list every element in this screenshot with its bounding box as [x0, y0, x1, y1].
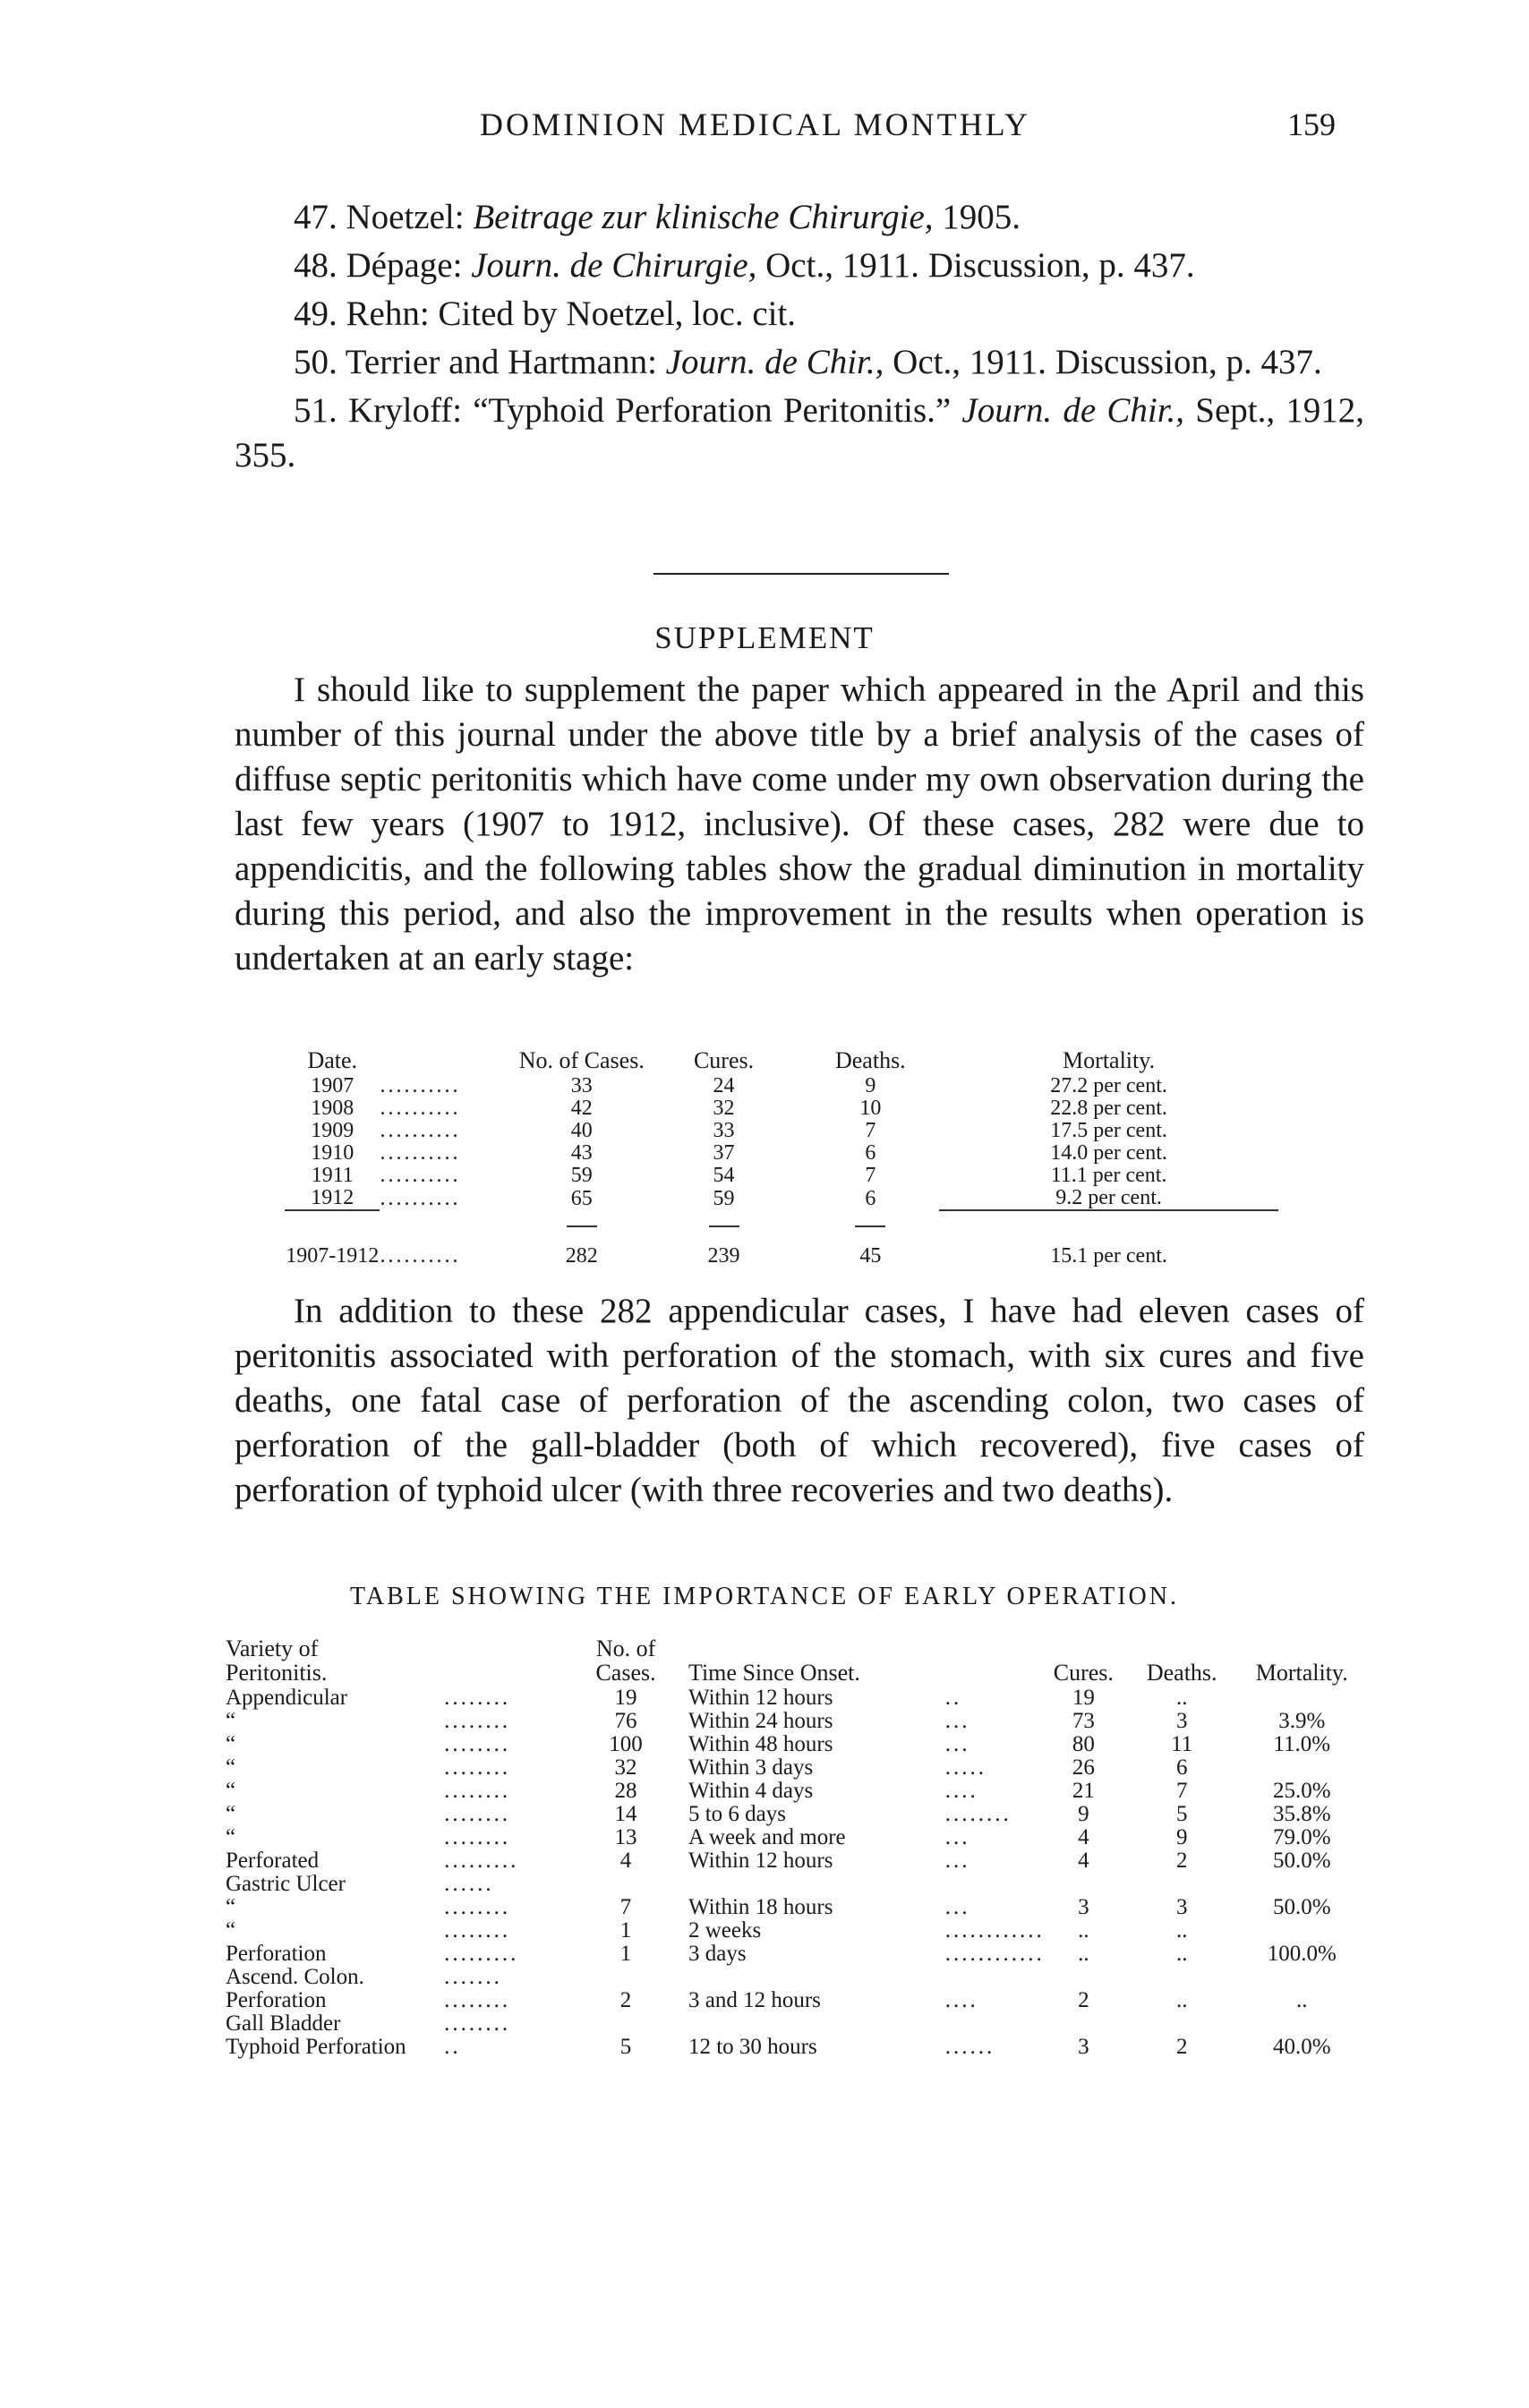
table-cell-cures: ..: [1078, 1942, 1089, 1966]
section-divider: [653, 573, 949, 575]
table-cell-cases: 1: [619, 1918, 632, 1943]
table-cell-cures: 80: [1072, 1732, 1095, 1756]
supplement-heading: SUPPLEMENT: [654, 620, 875, 655]
table-cell-variety: “: [226, 1732, 236, 1756]
table-cell-mortality: 79.0%: [1272, 1825, 1331, 1849]
table-cell-mortality: 50.0%: [1272, 1849, 1331, 1873]
table-cell-leader: .......: [444, 1965, 502, 1989]
column-header: Deaths.: [834, 1047, 906, 1073]
table-cell-time: Within 3 days: [688, 1755, 814, 1780]
table-cell-leader: ........: [444, 1918, 511, 1943]
table-cell-mortality: 100.0%: [1267, 1942, 1337, 1966]
table-cell-variety: Typhoid Perforation: [226, 2035, 406, 2059]
table-cell-time: 2 weeks: [688, 1918, 762, 1943]
column-header: No. of Cases.: [595, 1635, 656, 1686]
table-cell-leader: ........: [444, 1825, 511, 1849]
table-cell-time: [688, 1966, 945, 1989]
mortality-by-year-table: [285, 1049, 1278, 1268]
table-cell-time: 3 days: [688, 1942, 747, 1966]
table-cell-deaths: 2: [1175, 2035, 1188, 2059]
table-cell-tleader: ...: [944, 1709, 970, 1733]
table-cell-cures: 2: [1078, 1988, 1089, 2012]
table-cell-deaths: ..: [1175, 1918, 1188, 1943]
table-row: 1908 .......... 42 32 10 22.8 per cent.: [311, 1097, 1167, 1120]
table-cell-cases: 19: [614, 1686, 637, 1710]
running-title: DOMINION MEDICAL MONTHLY: [480, 107, 1031, 142]
table-cell-time: Within 12 hours: [688, 1686, 833, 1710]
table-cell-variety: Perforated: [226, 1849, 320, 1873]
table-cell-cures: 4: [1078, 1849, 1089, 1873]
table-row: [226, 1989, 1362, 2012]
table-cell-variety: “: [226, 1895, 236, 1919]
table-cell-mortality: [1241, 2012, 1362, 2036]
table-cell-tleader: ......: [944, 2035, 995, 2059]
table-cell-deaths: 3: [1175, 1895, 1188, 1919]
column-header: Mortality.: [1063, 1047, 1156, 1073]
table-cell-cures: 4: [1078, 1825, 1089, 1849]
table-cell-variety: Perforation: [226, 1988, 327, 2012]
column-header: No. of Cases.: [518, 1047, 645, 1073]
reference-item: 49. Rehn: Cited by Noetzel, loc. cit.: [294, 295, 797, 333]
column-header: Cures.: [693, 1047, 755, 1073]
table-cell-tleader: ...: [944, 1895, 970, 1919]
reference-list: [235, 195, 1364, 482]
table-cell-leader: ........: [444, 1779, 511, 1803]
column-header: Date.: [307, 1047, 358, 1073]
table-cell-cases: 5: [619, 2035, 632, 2059]
table-cell-mortality: 25.0%: [1272, 1779, 1331, 1803]
table-cell-time: Within 12 hours: [688, 1849, 833, 1873]
reference-item: 48. Dépage: Journ. de Chirurgie, Oct., 1911. Discussion, p. 437.: [294, 246, 1195, 285]
table-cell-cases: 13: [614, 1825, 637, 1849]
total-rule-row: [285, 1210, 1278, 1233]
table-cell-cases: 76: [614, 1709, 637, 1733]
table-header-row: [226, 1636, 1362, 1686]
table-cell-leader: ........: [444, 1895, 511, 1919]
table-row: [226, 1966, 1362, 1989]
table-cell-tleader: ....: [944, 1779, 978, 1803]
table-cell-mortality: [1241, 1686, 1362, 1710]
table-row: [226, 1733, 1362, 1756]
table-row: 1907 .......... 33 24 9 27.2 per cent.: [311, 1074, 1167, 1097]
table-cell-tleader: ...: [944, 1825, 970, 1849]
table-cell-time: [688, 1873, 945, 1896]
table-row: [226, 2012, 1362, 2036]
table-cell-cures: [1045, 2012, 1123, 2036]
table-cell-tleader: [945, 2012, 1045, 2036]
table-cell-tleader: [945, 1966, 1045, 1989]
table-cell-deaths: ..: [1175, 1942, 1188, 1966]
table-cell-mortality: 40.0%: [1272, 2035, 1331, 2059]
table-cell-leader: ........: [444, 1988, 511, 2012]
table-cell-tleader: ...: [944, 1732, 970, 1756]
table-cell-deaths: [1123, 2012, 1242, 2036]
table-cell-variety: Appendicular: [226, 1686, 348, 1710]
table-row: [226, 1710, 1362, 1733]
table-cell-tleader: ........: [944, 1802, 1012, 1826]
table-cell-tleader: ...: [944, 1849, 970, 1873]
table-cell-time: Within 24 hours: [688, 1709, 833, 1733]
table-cell-time: Within 18 hours: [688, 1895, 833, 1919]
table-row: [226, 1896, 1362, 1919]
table-cell-variety: “: [226, 1825, 236, 1849]
table-cell-mortality: ..: [1295, 1988, 1308, 2012]
table-cell-tleader: ............: [944, 1942, 1045, 1966]
table-cell-cases: 4: [619, 1849, 632, 1873]
table-cell-deaths: [1123, 1966, 1242, 1989]
table-cell-leader: ......: [444, 1872, 494, 1896]
table-cell-deaths: ..: [1175, 1686, 1188, 1710]
column-header: Mortality.: [1255, 1660, 1348, 1686]
table-cell-deaths: 9: [1175, 1825, 1188, 1849]
table-row: 1909 .......... 40 33 7 17.5 per cent.: [311, 1119, 1167, 1142]
table-cell-cures: 73: [1072, 1709, 1095, 1733]
table-cell-mortality: [1241, 1966, 1362, 1989]
table-body: [226, 1686, 1362, 2059]
table-row: [226, 1849, 1362, 1873]
table-cell-time: 5 to 6 days: [688, 1802, 787, 1826]
table-cell-tleader: ..: [944, 1686, 962, 1710]
table-cell-mortality: [1241, 1873, 1362, 1896]
table-cell-tleader: [945, 1873, 1045, 1896]
early-operation-table: [226, 1636, 1362, 2059]
table-cell-cases: 14: [614, 1802, 637, 1826]
additional-cases-paragraph: In addition to these 282 appendicular cases, I have had eleven cases of peritonitis associated with perforation of the stomach, with six cures and five deaths, one fatal case of perforation of the ascending colon, two cases of perforation of the gall-bladder (both of which recovered), five cases of perforation of typhoid ulcer (with three recoveries and two deaths).: [235, 1292, 1364, 1509]
table-cell-time: Within 48 hours: [688, 1732, 833, 1756]
table-cell-variety: Gall Bladder: [226, 2011, 341, 2036]
table-cell-leader: ..: [444, 2035, 461, 2059]
table-row: 1910 .......... 43 37 6 14.0 per cent.: [311, 1141, 1167, 1165]
table-cell-time: 12 to 30 hours: [688, 2035, 817, 2059]
table-cell-cures: ..: [1078, 1918, 1089, 1943]
table-row: [226, 1803, 1362, 1826]
table-cell-cases: 32: [614, 1755, 637, 1780]
table-cell-cures: 26: [1072, 1755, 1095, 1780]
column-header: Deaths.: [1146, 1660, 1217, 1686]
table-cell-cases: 100: [609, 1732, 643, 1756]
table-row: [226, 1826, 1362, 1849]
table-cell-cures: [1045, 1873, 1123, 1896]
table-cell-time: A week and more: [688, 1825, 846, 1849]
table-cell-leader: ........: [444, 1686, 511, 1710]
table-cell-cures: 3: [1078, 1895, 1089, 1919]
table-cell-cures: [1045, 1966, 1123, 1989]
column-header: Time Since Onset.: [688, 1660, 860, 1686]
table-cell-time: 3 and 12 hours: [688, 1988, 821, 2012]
table-cell-leader: ........: [444, 1755, 511, 1780]
table-cell-deaths: ..: [1175, 1988, 1188, 2012]
table-cell-deaths: 7: [1175, 1779, 1188, 1803]
table-row: [226, 1873, 1362, 1896]
reference-item: 47. Noetzel: Beitrage zur klinische Chirurgie, 1905.: [294, 198, 1021, 236]
table-cell-deaths: [1123, 1873, 1242, 1896]
table-cell-leader: .........: [444, 1942, 519, 1966]
table-cell-variety: “: [226, 1755, 236, 1780]
table-cell-cures: 9: [1078, 1802, 1089, 1826]
page-number: 159: [1287, 107, 1336, 142]
table-cell-variety: “: [226, 1709, 236, 1733]
table-row: [226, 1780, 1362, 1803]
table-cell-time: Within 4 days: [688, 1779, 814, 1803]
table-cell-leader: ........: [444, 1802, 511, 1826]
table-row: [226, 1919, 1362, 1943]
table-cell-mortality: 3.9%: [1278, 1709, 1326, 1733]
table-total-row: 1907-1912 .......... 282 239 45 15.1 per cent.: [286, 1244, 1167, 1268]
table-cell-cases: 1: [619, 1942, 632, 1966]
table-cell-tleader: .....: [944, 1755, 987, 1780]
table-cell-variety: Gastric Ulcer: [226, 1872, 346, 1896]
table-cell-mortality: 50.0%: [1272, 1895, 1331, 1919]
column-header: Variety of Peritonitis.: [226, 1635, 328, 1686]
table-cell-deaths: 3: [1175, 1709, 1188, 1733]
table-cell-variety: “: [226, 1802, 236, 1826]
table-row: [226, 2036, 1362, 2059]
table-caption: TABLE SHOWING THE IMPORTANCE OF EARLY OPERATION.: [349, 1583, 1180, 1610]
table-cell-cases: [563, 2012, 688, 2036]
table-cell-deaths: 2: [1175, 1849, 1188, 1873]
table-cell-variety: “: [226, 1918, 236, 1943]
table-cell-mortality: [1241, 1919, 1362, 1943]
table-cell-leader: ........: [444, 2011, 511, 2036]
table-cell-leader: ........: [444, 1709, 511, 1733]
table-cell-mortality: [1241, 1756, 1362, 1780]
table-row: 1911 .......... 59 54 7 11.1 per cent.: [311, 1164, 1167, 1187]
table-cell-variety: “: [226, 1779, 236, 1803]
column-header: Cures.: [1053, 1660, 1114, 1686]
supplement-paragraph: I should like to supplement the paper which appeared in the April and this number of this journal under the above title by a brief analysis of the cases of diffuse septic peritonitis which have come under my own observation during the last few years (1907 to 1912, inclusive). Of these cases, 282 were due to appendicitis, and the following tables show the gradual diminution in mortality during this period, and also the improvement in the results when operation is undertaken at an early stage:: [235, 670, 1364, 978]
table-row: 1912 .......... 65 59 6 9.2 per cent.: [311, 1186, 1162, 1210]
reference-item: 51. Kryloff: “Typhoid Perforation Peritonitis.” Journ. de Chir., Sept., 1912, 355.: [235, 391, 1365, 474]
table-cell-cases: 7: [619, 1895, 632, 1919]
reference-item: 50. Terrier and Hartmann: Journ. de Chir., Oct., 1911. Discussion, p. 437.: [294, 343, 1322, 381]
table-cell-variety: Perforation: [226, 1942, 327, 1966]
table-cell-cures: 19: [1072, 1686, 1095, 1710]
table-row: [226, 1686, 1362, 1710]
table-cell-time: [688, 2012, 945, 2036]
table-header-row: [285, 1049, 1278, 1075]
table-cell-cures: 3: [1078, 2035, 1089, 2059]
table-cell-deaths: 5: [1175, 1802, 1188, 1826]
table-cell-leader: .........: [444, 1849, 519, 1873]
table-cell-tleader: ............: [944, 1918, 1045, 1943]
table-cell-cases: 28: [614, 1779, 637, 1803]
table-cell-cases: [563, 1873, 688, 1896]
table-row: [226, 1943, 1362, 1966]
table-row: [226, 1756, 1362, 1780]
table-cell-variety: Ascend. Colon.: [226, 1965, 364, 1989]
table-cell-mortality: 11.0%: [1273, 1732, 1331, 1756]
table-cell-mortality: 35.8%: [1272, 1802, 1331, 1826]
table-cell-cases: [563, 1966, 688, 1989]
table-cell-deaths: 11: [1171, 1732, 1193, 1756]
table-cell-tleader: ....: [944, 1988, 978, 2012]
table-cell-deaths: 6: [1175, 1755, 1188, 1780]
table-cell-leader: ........: [444, 1732, 511, 1756]
table-cell-cures: 21: [1072, 1779, 1095, 1803]
table-cell-cases: 2: [619, 1988, 632, 2012]
